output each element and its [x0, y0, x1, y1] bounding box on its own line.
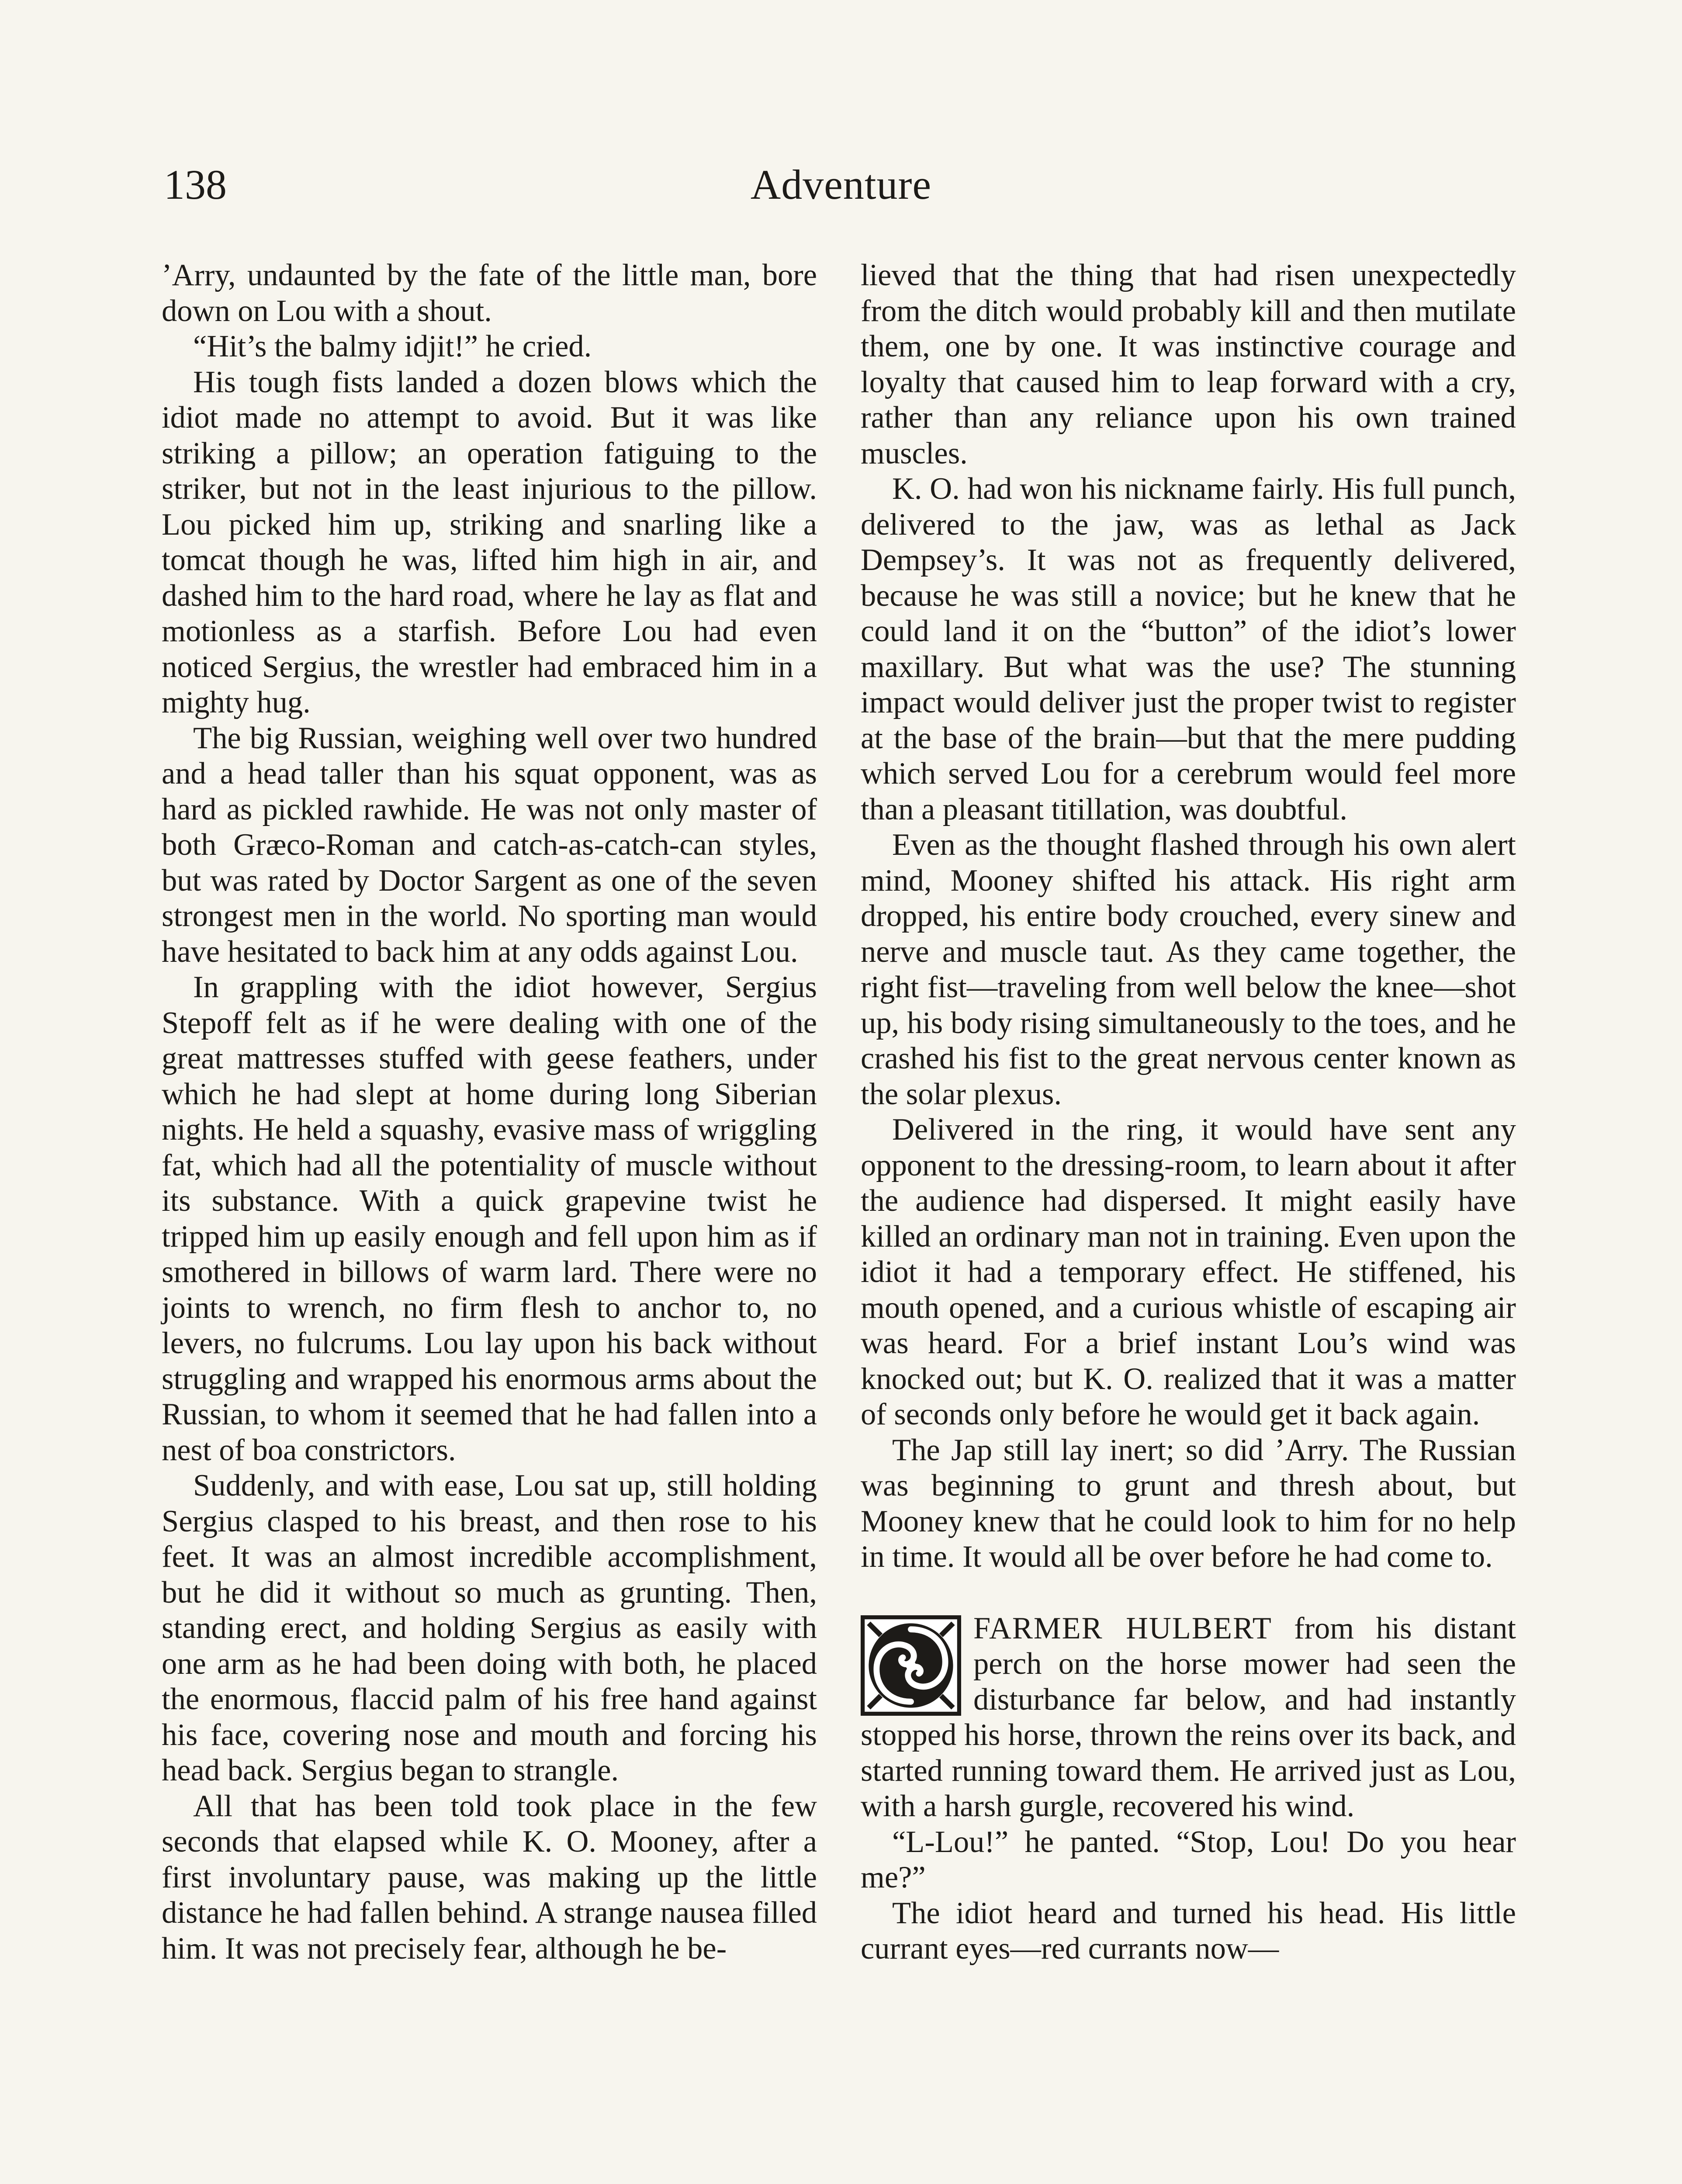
paragraph: Delivered in the ring, it would have sent any opponent to the dressing-room, to learn about it after the audience had dispersed. It might easily have killed an ordinary man not in training. Even upon the idiot it had a temporary effect. He stiffened, his mouth opened, and a curious whistle of escaping air was heard. For a brief instant Lou’s wind was knocked out; but K. O. realized that it was a matter of seconds only before he would get it back again. — [861, 1113, 1516, 1431]
section-opening-text: from his distant perch on the horse mower had seen the disturbance far below, and had instantly stopped his horse, thrown the reins over its back, and started running toward them. He arrived just as Lou, with a harsh gurgle, recovered his wind. — [861, 1611, 1516, 1823]
swirl-ornament-icon — [861, 1615, 961, 1716]
paragraph: All that has been told took place in the few seconds that elapsed while K. O. Mooney, after a first involuntary pause, was making up the little distance he had fallen behind. A strange nausea filled him. It was not precisely fear, although he be- — [162, 1789, 817, 1966]
paragraph: Suddenly, and with ease, Lou sat up, still holding Sergius clasped to his breast, and then rose to his feet. It was an almost incredible accomplishment, but he did it without so much as grunting. Then, standing erect, and holding Sergius as easily with one arm as he had been doing with both, he placed the enormous, flaccid palm of his free hand against his face, covering nose and mouth and forcing his head back. Sergius began to strangle. — [162, 1469, 817, 1787]
paragraph: His tough fists landed a dozen blows which the idiot made no attempt to avoid. But it was like striking a pillow; an operation fatiguing to the striker, but not in the least injurious to the pillow. Lou picked him up, striking and snarling like a tomcat though he was, lifted him high in air, and dashed him to the hard road, where he lay as flat and motionless as a starfish. Before Lou had even noticed Sergius, the wrestler had embraced him in a mighty hug. — [162, 365, 817, 719]
paragraph: K. O. had won his nickname fairly. His full punch, delivered to the jaw, was as lethal as Jack Dempsey’s. It was not as frequently delivered, because he was still a novice; but he knew that he could land it on the “button” of the idiot’s lower maxillary. But what was the use? The stunning impact would deliver just the proper twist to register at the base of the brain—but that the mere pudding which served Lou for a cerebrum would feel more than a pleasant titillation, was doubtful. — [861, 472, 1516, 826]
paragraph: The Jap still lay inert; so did ’Arry. The Russian was beginning to grunt and thresh about, but Mooney knew that he could look to him for no help in time. It would all be over before he had come to. — [861, 1433, 1516, 1574]
right-column — [861, 258, 1516, 1967]
section-opening-paragraph — [861, 1611, 1516, 1825]
running-title: Adventure — [750, 161, 932, 208]
section-lead-in: FARMER HULBERT — [973, 1611, 1272, 1645]
paragraph: lieved that the thing that had risen unexpectedly from the ditch would probably kill and then mutilate them, one by one. It was instinctive courage and loyalty that caused him to leap forward with a cry, rather than any reliance upon his own trained muscles. — [861, 258, 1516, 470]
paragraph: Even as the thought flashed through his own alert mind, Mooney shifted his attack. His right arm dropped, his entire body crouched, every sinew and nerve and muscle taut. As they came together, the right fist—traveling from well below the knee—shot up, his body rising simultaneously to the toes, and he crashed his fist to the great nervous center known as the solar plexus. — [861, 828, 1516, 1111]
paragraph: In grappling with the idiot however, Sergius Stepoff felt as if he were dealing with one of the great mattresses stuffed with geese feathers, under which he had slept at home during long Siberian nights. He held a squashy, evasive mass of wriggling fat, which had all the potentiality of muscle without its substance. With a quick grapevine twist he tripped him up easily enough and fell upon him as if smothered in billows of warm lard. There were no joints to wrench, no firm flesh to anchor to, no levers, no fulcrums. Lou lay upon his back without struggling and wrapped his enormous arms about the Russian, to whom it seemed that he had fallen into a nest of boa constrictors. — [162, 970, 817, 1467]
section-break — [861, 1575, 1516, 1611]
left-column — [162, 258, 817, 1966]
paragraph: ’Arry, undaunted by the fate of the little man, bore down on Lou with a shout. — [162, 258, 817, 328]
paragraph: The idiot heard and turned his head. His little currant eyes—red currants now— — [861, 1896, 1516, 1966]
page-number: 138 — [164, 161, 227, 208]
paragraph: “L-Lou!” he panted. “Stop, Lou! Do you hear me?” — [861, 1825, 1516, 1894]
paragraph: The big Russian, weighing well over two hundred and a head taller than his squat opponent, was as hard as pickled rawhide. He was not only master of both Græco-Roman and catch-as-catch-can styles, but was rated by Doctor Sargent as one of the seven strongest men in the world. No sporting man would have hesitated to back him at any odds against Lou. — [162, 721, 817, 969]
paragraph: “Hit’s the balmy idjit!” he cried. — [193, 329, 592, 363]
